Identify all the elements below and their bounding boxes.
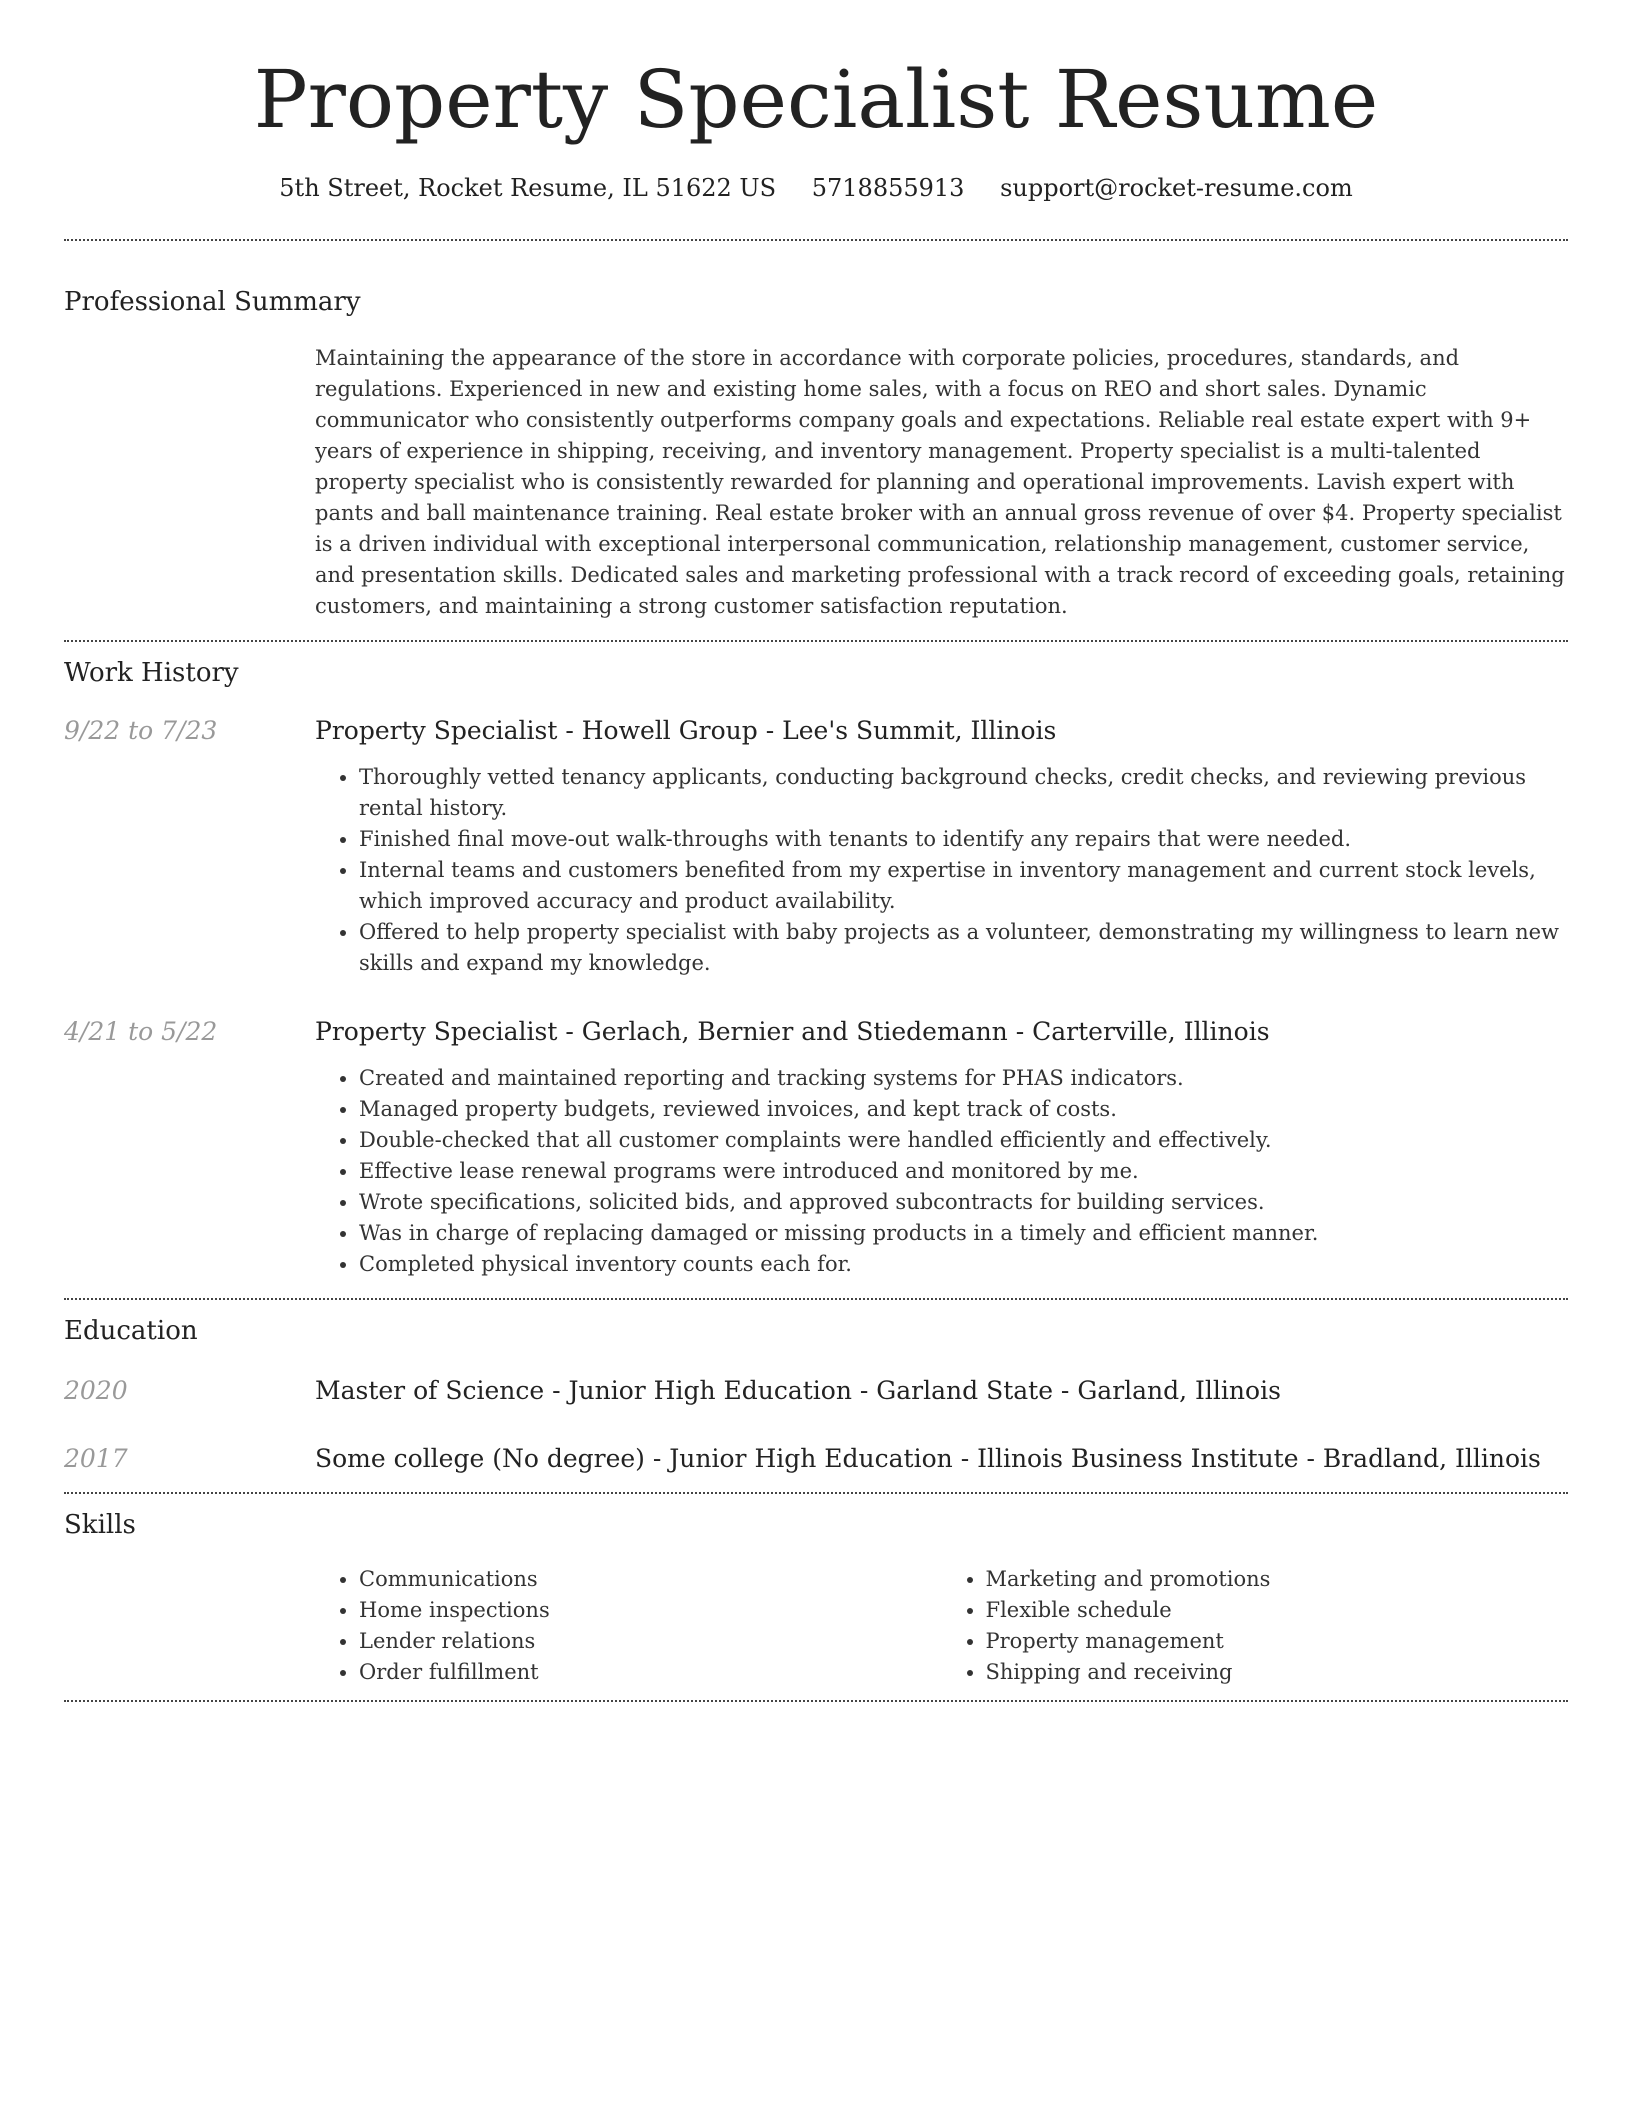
contact-address: 5th Street, Rocket Resume, IL 51622 US (279, 174, 777, 202)
section-divider (64, 1700, 1568, 1702)
contact-email: support@rocket-resume.com (1000, 174, 1353, 202)
skill-item: • Property management (986, 1626, 1569, 1657)
work-bullet: • Was in charge of replacing damaged or missing products in a timely and efficient manner. (359, 1218, 1568, 1249)
section-divider (64, 1492, 1568, 1494)
skill-item: • Marketing and promotions (986, 1564, 1569, 1595)
work-entry (64, 1015, 1568, 1298)
education-degree: Some college (No degree) - Junior High Education - Illinois Business Institute - Bradland, Illinois (315, 1444, 1541, 1473)
education-entry (64, 1442, 1568, 1476)
section-divider (64, 640, 1568, 642)
skill-item: • Order fulfillment (359, 1657, 942, 1688)
skills-column-left (315, 1564, 942, 1688)
work-role: Property Specialist - Howell Group - Lee's Summit, Illinois (315, 716, 1057, 745)
work-bullet: • Finished final move-out walk-throughs with tenants to identify any repairs that were needed. (359, 824, 1568, 855)
work-entry-body (315, 1015, 1568, 1298)
work-dates: 9/22 to 7/23 (64, 716, 218, 745)
contact-phone: 5718855913 (811, 174, 965, 202)
education-year: 2017 (64, 1444, 128, 1473)
work-bullets (315, 1063, 1568, 1280)
work-bullet: • Wrote specifications, solicited bids, and approved subcontracts for building services. (359, 1187, 1568, 1218)
skill-item: • Flexible schedule (986, 1595, 1569, 1626)
work-dates: 4/21 to 5/22 (64, 1017, 218, 1046)
work-bullet: • Offered to help property specialist with baby projects as a volunteer, demonstrating my willingness to learn new skills and expand my knowledge. (359, 917, 1568, 979)
skills-grid (315, 1564, 1568, 1688)
education-degree: Master of Science - Junior High Education - Garland State - Garland, Illinois (315, 1376, 1281, 1405)
skill-item: • Communications (359, 1564, 942, 1595)
resume-title: Property Specialist Resume (253, 53, 1379, 146)
education-heading: Education (64, 1316, 198, 1346)
work-history-heading: Work History (64, 658, 239, 688)
section-divider (64, 1298, 1568, 1300)
resume-header (64, 0, 1568, 206)
contact-line (64, 170, 1568, 206)
work-bullet: • Internal teams and customers benefited from my expertise in inventory management and current stock levels, which improved accuracy and product availability. (359, 855, 1568, 917)
work-bullet: • Double-checked that all customer complaints were handled efficiently and effectively. (359, 1125, 1568, 1156)
skills-column-right (942, 1564, 1569, 1688)
skill-item: • Lender relations (359, 1626, 942, 1657)
work-bullets (315, 762, 1568, 979)
skill-item: • Home inspections (359, 1595, 942, 1626)
work-bullet: • Effective lease renewal programs were introduced and monitored by me. (359, 1156, 1568, 1187)
education-entry-body (315, 1374, 1568, 1408)
work-bullet: • Thoroughly vetted tenancy applicants, conducting background checks, credit checks, and reviewing previous rental history. (359, 762, 1568, 824)
section-divider (64, 239, 1568, 241)
work-bullet: • Managed property budgets, reviewed invoices, and kept track of costs. (359, 1094, 1568, 1125)
education-entry (64, 1374, 1568, 1408)
education-entry-body (315, 1442, 1568, 1476)
work-bullet: • Completed physical inventory counts each for. (359, 1249, 1568, 1280)
work-entry-body (315, 714, 1568, 979)
skill-item: • Shipping and receiving (986, 1657, 1569, 1688)
summary-text: Maintaining the appearance of the store in accordance with corporate policies, procedures, standards, and regulations. Experienced in new and existing home sales, with a focus on REO and short sales. Dynamic communicator who consistently outperforms company goals and expectations. Reliable real estate expert with 9+ years of experience in shipping, receiving, and inventory management. Property specialist is a multi-talented property specialist who is consistently rewarded for planning and operational improvements. Lavish expert with pants and ball maintenance training. Real estate broker with an annual gross revenue of over $4. Property specialist is a driven individual with exceptional interpersonal communication, relationship management, customer service, and presentation skills. Dedicated sales and marketing professional with a track record of exceeding goals, retaining customers, and maintaining a strong customer satisfaction reputation. (315, 346, 1565, 618)
work-entry (64, 714, 1568, 979)
summary-heading: Professional Summary (64, 287, 361, 317)
education-year: 2020 (64, 1376, 128, 1405)
work-role: Property Specialist - Gerlach, Bernier and Stiedemann - Carterville, Illinois (315, 1017, 1270, 1046)
skills-heading: Skills (64, 1510, 136, 1540)
work-bullet: • Created and maintained reporting and tracking systems for PHAS indicators. (359, 1063, 1568, 1094)
